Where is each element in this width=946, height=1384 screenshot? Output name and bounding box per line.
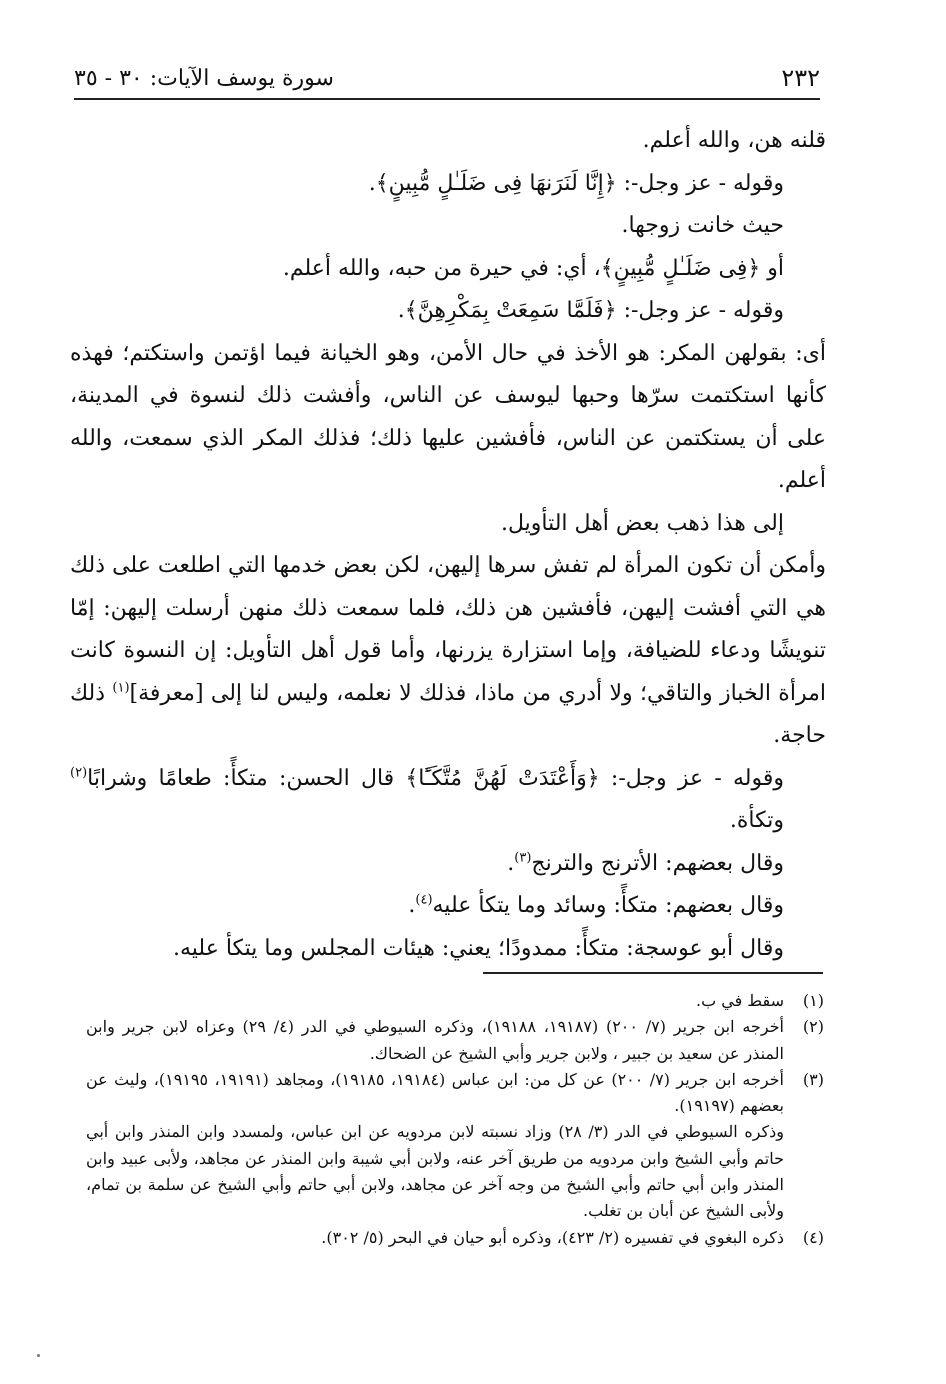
footnote bbox=[86, 988, 824, 1014]
text-run: وقوله - عز وجل-: bbox=[616, 170, 784, 196]
body-paragraph bbox=[70, 290, 826, 333]
body-paragraph bbox=[70, 545, 826, 758]
page-number: ٢٣٢ bbox=[781, 64, 820, 92]
text-run: وقوله - عز وجل-: bbox=[599, 765, 785, 791]
footnote bbox=[86, 1067, 824, 1120]
footnotes bbox=[86, 988, 824, 1251]
footnote-reference: (٤) bbox=[415, 892, 433, 908]
text-run: . bbox=[507, 850, 515, 876]
running-header bbox=[74, 58, 820, 100]
footnote-reference: (٣) bbox=[514, 850, 532, 866]
footnote-number: (٢) bbox=[802, 1017, 824, 1037]
text-run: وقال بعضهم: متكأً: وسائد وما يتكأ عليه bbox=[432, 893, 784, 918]
body-paragraph: إلى هذا ذهب بعض أهل التأويل. bbox=[500, 510, 784, 536]
main-text bbox=[70, 120, 826, 970]
footnote-reference: (١) bbox=[112, 680, 130, 696]
text-run: وقوله - عز وجل-: bbox=[616, 298, 784, 323]
body-paragraph bbox=[70, 248, 826, 291]
quran-quote: ﴿فَلَمَّا سَمِعَتْ بِمَكْرِهِنَّ﴾ bbox=[404, 298, 617, 323]
text-run: . bbox=[408, 893, 416, 918]
body-paragraph: وقال أبو عوسجة: متكأً: ممدودًا؛ يعني: هيئات المجلس وما يتكأ عليه. bbox=[172, 935, 784, 961]
text-run: وقال بعضهم: الأترنج والترنج bbox=[531, 850, 784, 876]
footnote-text: سقط في ب. bbox=[696, 991, 784, 1010]
running-title: سورة يوسف الآيات: ٣٠ - ٣٥ bbox=[74, 65, 334, 91]
footnote bbox=[86, 1225, 824, 1251]
quran-quote: ﴿وَأَعْتَدَتْ لَهُنَّ مُتَّكَـًٔا﴾ bbox=[405, 765, 600, 791]
footnote-text: وذكره السيوطي في الدر (٣/ ٢٨) وزاد نسبته لابن مردويه عن ابن عباس، ولمسدد وابن المنذر وابن أبي حاتم وأبي الشيخ وابن مردويه من طريق آخر عنه، ولابن أبي شيبة وابن المنذر عن مجاهد، ولأبى عبيد وابن المنذر وابن أبي حاتم وأبي الشيخ من وجه آخر عن مجاهد، ولابن أبي حاتم وأبي الشيخ عن سلمة بن تمام، ولأبى الشيخ عن أبان بن تغلب. bbox=[86, 1122, 785, 1221]
text-run: وتكأة. bbox=[729, 808, 784, 833]
body-paragraph: قلنه هن، والله أعلم. bbox=[642, 128, 826, 153]
quran-quote: ﴿فِى ضَلَـٰلٍ مُّبِينٍ﴾ bbox=[600, 255, 761, 281]
footnote bbox=[86, 1014, 824, 1067]
footnote-text: أخرجه ابن جرير (٧/ ٢٠٠) عن كل من: ابن عباس (١٩١٨٤، ١٩١٨٥)، ومجاهد (١٩١٩١، ١٩١٩٥)، وليث عن بعضهم (١٩١٩٧). bbox=[86, 1069, 785, 1116]
text-run: . bbox=[397, 298, 405, 323]
footnote-reference: (٢) bbox=[70, 765, 88, 781]
text-run: قال الحسن: متكأً: طعامًا وشرابًا bbox=[87, 765, 406, 791]
text-run: . bbox=[368, 170, 376, 196]
body-paragraph bbox=[70, 163, 826, 206]
footnote-number: (٣) bbox=[802, 1069, 824, 1089]
body-paragraph bbox=[70, 885, 826, 928]
footnote bbox=[86, 1119, 824, 1224]
body-paragraph: أى: بقولهن المكر: هو الأخذ في حال الأمن، وهو الخيانة فيما اؤتمن واستكتم؛ فهذه كأنها استكتمت سرّها وحبها ليوسف عن الناس، وأفشت ذلك لنسوة في المدينة، على أن يستكتمن عن الناس، فأفشين عليها ذلك؛ فذلك المكر الذي سمعت، والله أعلم. bbox=[70, 340, 826, 493]
scan-speck bbox=[37, 1354, 40, 1357]
body-paragraph bbox=[70, 758, 826, 843]
body-paragraph bbox=[70, 843, 826, 886]
text-run: ذلك حاجة. bbox=[70, 680, 826, 748]
body-paragraph: حيث خانت زوجها. bbox=[621, 213, 784, 238]
text-run: أو bbox=[760, 255, 784, 281]
footnote-text: أخرجه ابن جرير (٧/ ٢٠٠) (١٩١٨٧، ١٩١٨٨)، وذكره السيوطي في الدر (٤/ ٢٩) وعزاه لابن جرير وابن المنذر عن سعيد بن جبير ، ولابن جرير وأبي الشيخ عن الضحاك. bbox=[86, 1017, 784, 1063]
quran-quote: ﴿إِنَّا لَنَرَنهَا فِى ضَلَـٰلٍ مُّبِينٍ﴾ bbox=[375, 170, 617, 196]
text-run: وأمكن أن تكون المرأة لم تفش سرها إليهن، لكن بعض خدمها التي اطلعت على ذلك هي التي أفشت إليهن، فأفشين هن ذلك، فلما سمعت ذلك منهن أرسلت إليهن: إمّا تنويشًا ودعاء للضيافة، وإما استزارة يزرنها، وأما قول أهل التأويل: إن النسوة كانت امرأة الخباز والتاقي؛ ولا أدري من ماذا، فذلك لا نعلمه، وليس لنا إلى [معرفة] bbox=[70, 553, 826, 706]
footnote-number: (١) bbox=[802, 991, 824, 1010]
footnote-number: (٤) bbox=[802, 1227, 824, 1247]
footnote-separator bbox=[483, 972, 823, 974]
text-run: ، أي: في حيرة من حبه، والله أعلم. bbox=[282, 255, 601, 281]
footnote-text: ذكره البغوي في تفسيره (٢/ ٤٢٣)، وذكره أبو حيان في البحر (٥/ ٣٠٢). bbox=[321, 1227, 784, 1247]
